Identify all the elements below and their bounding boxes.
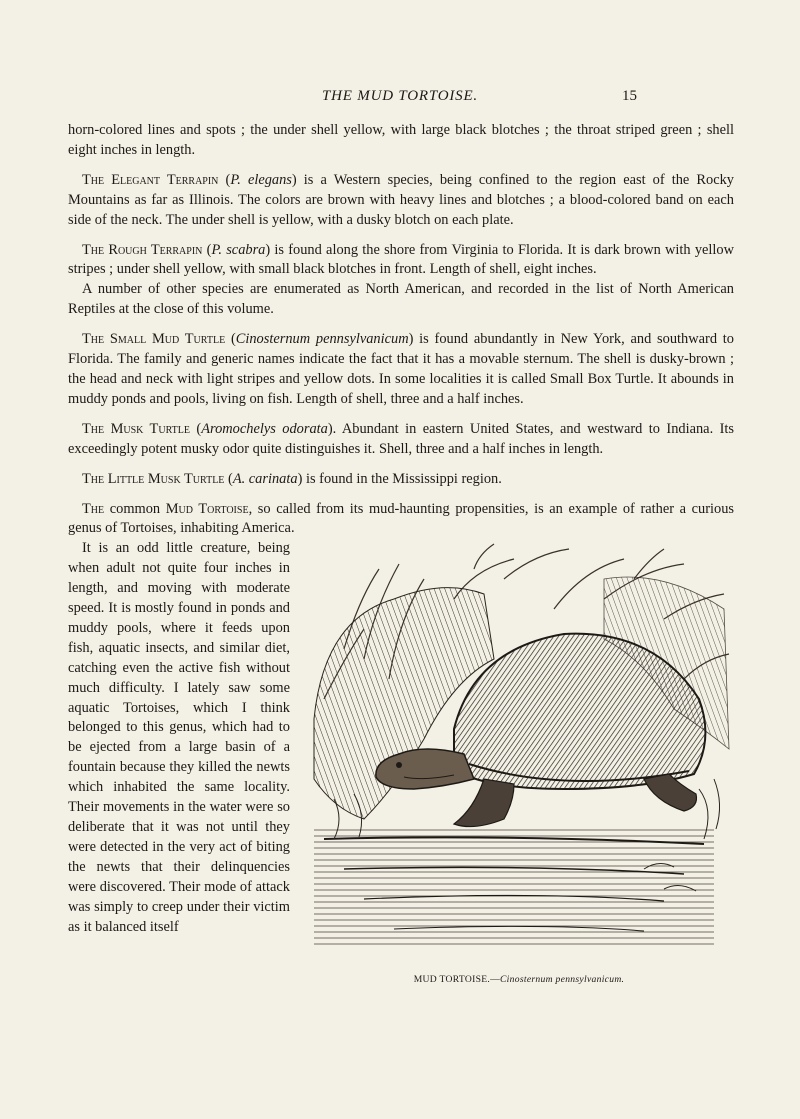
paragraph-mud-tortoise-habits: It is an odd little creature, being when adult not quite four inches in length, and moving with moderate speed. It is mostly found in ponds and muddy pools, where it feeds upon fish, aquatic insects, and similar diet, catching even the active fish without much difficulty. I lately saw some aquatic Tortoises, which I think belonged to this genus, which had to be ejected from a large basin of a fountain because they killed the newts which inhabited the same locality. Their movements in the water were so deliberate that it was not until they were detected in the very act of biting the newts that their delinquencies were discovered. Their mode of attack was simply to creep under their victim as it balanced itself xyxy=(68,540,290,935)
water-surface xyxy=(314,829,714,949)
paragraph-elegant-terrapin xyxy=(68,171,734,231)
tortoise-front-leg xyxy=(454,779,514,827)
species-name: The Rough Terrapin xyxy=(82,241,203,258)
mud-tortoise-engraving xyxy=(304,539,734,964)
text-run: common xyxy=(104,500,166,517)
text-run: ) is found along the shore from Virginia to Florida. It is dark brown with yellow stripes ; under shell yellow, with small black blotches in front. Length of shell, eight inches. xyxy=(68,241,735,278)
paragraph-mud-tortoise-intro xyxy=(68,500,734,540)
page-header xyxy=(0,88,800,112)
scientific-name: P. elegans xyxy=(230,171,292,188)
tortoise-hind-leg xyxy=(644,774,697,811)
species-name: The Elegant Terrapin xyxy=(82,171,219,188)
scientific-name: Aromochelys odorata xyxy=(201,420,328,437)
body-text xyxy=(68,121,734,993)
text-run: ). Abundant in eastern United States, and westward to Indiana. Its exceedingly potent musky odor quite distinguishes it. Shell, three and a half inches in length. xyxy=(68,420,734,457)
caption-scientific-name: Cinosternum pennsylvanicum. xyxy=(499,974,625,986)
scientific-name: A. carinata xyxy=(232,470,298,487)
paragraph-rough-terrapin xyxy=(68,241,734,281)
scientific-name: Cinosternum pennsylvanicum xyxy=(235,331,409,348)
caption-dash: — xyxy=(490,974,500,986)
text-run: ( xyxy=(202,241,212,258)
text-run: , so called from its mud-haunting propensities, is an example of rather a curious genus of Tortoises, inhabiting America. xyxy=(68,500,734,537)
species-name: The Musk Turtle xyxy=(82,420,190,437)
text-run: ) is a Western species, being confined to the region east of the Rocky Mountains as far as Illinois. The colors are brown with heavy lines and blotches ; a blood-colored band on each side of the neck. The under shell is yellow, with a dusky blotch on each plate. xyxy=(68,171,734,228)
text-run: ( xyxy=(218,171,231,188)
paragraph-other-species: A number of other species are enumerated as North American, and recorded in the list of North American Reptiles at the close of this volume. xyxy=(68,281,734,318)
text-run: ( xyxy=(225,331,236,348)
paragraph-musk-turtle xyxy=(68,420,734,460)
figure-caption xyxy=(304,970,734,990)
page-number: 15 xyxy=(622,88,637,104)
caption-title: MUD TORTOISE. xyxy=(413,974,491,986)
species-name: The Small Mud Turtle xyxy=(82,331,226,348)
mud-tortoise-figure xyxy=(304,539,734,989)
text-run: ( xyxy=(224,470,233,487)
species-name: The Little Musk Turtle xyxy=(82,470,225,487)
paragraph-little-musk-turtle xyxy=(68,470,734,490)
running-title: THE MUD TORTOISE. xyxy=(322,88,478,104)
scientific-name: P. scabra xyxy=(211,241,266,258)
text-run: ) is found abundantly in New York, and southward to Florida. The family and generic names indicate the fact that it has a movable sternum. The shell is dusky-brown ; the head and neck with light stripes and yellow dots. In some localities it is called Small Box Turtle. It abounds in muddy ponds and pools, living on fish. Length of shell, three and a half inches. xyxy=(68,331,734,407)
paragraph-small-mud-turtle xyxy=(68,330,734,410)
text-run: ( xyxy=(189,420,202,437)
species-name: The xyxy=(82,500,105,517)
text-run: ) is found in the Mississippi region. xyxy=(297,470,502,487)
paragraph-1: horn-colored lines and spots ; the under shell yellow, with large black blotches ; the throat striped green ; shell eight inches in length. xyxy=(68,122,734,158)
species-name: Mud Tortoise xyxy=(165,500,249,517)
